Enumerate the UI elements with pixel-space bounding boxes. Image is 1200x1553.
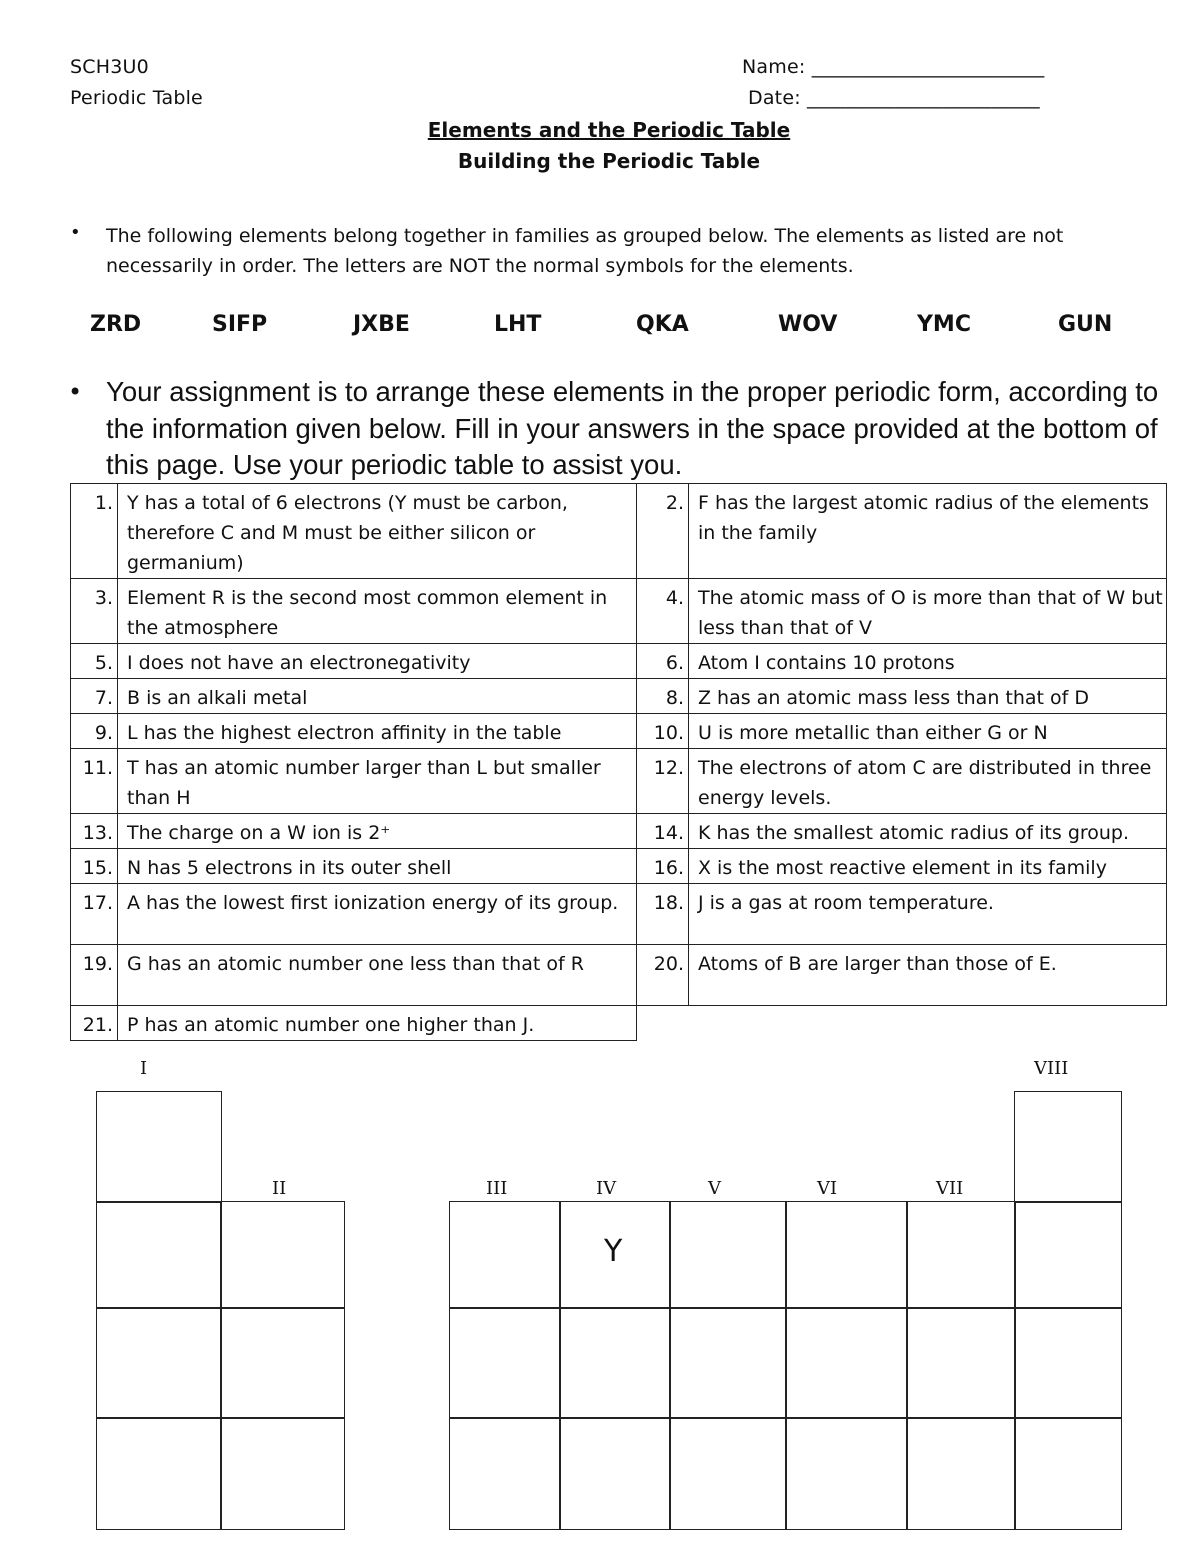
clue-number: 3.: [71, 579, 118, 644]
unit-name: Periodic Table: [70, 87, 203, 109]
clue-number: 21.: [71, 1006, 118, 1041]
table-row: [71, 884, 1167, 945]
clue-text: N has 5 electrons in its outer shell: [118, 849, 637, 884]
clue-text: A has the lowest first ionization energy of its group.: [118, 884, 637, 945]
clue-number: 11.: [71, 749, 118, 814]
blank-cell[interactable]: [559, 1417, 671, 1530]
bullet-icon: •: [68, 378, 83, 406]
blank-cell[interactable]: [906, 1307, 1016, 1419]
clue-number: 18.: [637, 884, 689, 945]
instruction-text: The following elements belong together in families as grouped below. The elements as listed are not necessarily in order. The letters are NOT the normal symbols for the elements.: [106, 225, 1064, 277]
blank-cell[interactable]: [96, 1307, 222, 1419]
clue-number: 4.: [637, 579, 689, 644]
clue-number: 2.: [637, 484, 689, 579]
blank-cell[interactable]: [906, 1417, 1016, 1530]
blank-cell[interactable]: [449, 1417, 561, 1530]
clue-text: P has an atomic number one higher than J.: [118, 1006, 637, 1041]
blank-cell[interactable]: [785, 1201, 908, 1309]
blank-cell[interactable]: [220, 1307, 345, 1419]
clue-text: Element R is the second most common element in the atmosphere: [118, 579, 637, 644]
blank-cell[interactable]: [785, 1307, 908, 1419]
clue-text: The atomic mass of O is more than that of W but less than that of V: [689, 579, 1167, 644]
group-label-iv: IV: [596, 1178, 617, 1199]
clue-text: K has the smallest atomic radius of its group.: [689, 814, 1167, 849]
clue-number: 13.: [71, 814, 118, 849]
group-label-i: I: [140, 1058, 148, 1079]
blank-cell[interactable]: [96, 1201, 222, 1309]
page-title: Elements and the Periodic Table: [427, 118, 791, 142]
clue-text: B is an alkali metal: [118, 679, 637, 714]
course-code: SCH3U0: [70, 56, 149, 78]
date-field[interactable]: Date: ________________________: [748, 87, 1040, 109]
family-label: JXBE: [353, 312, 410, 337]
family-label: ZRD: [90, 312, 142, 337]
table-row: [71, 945, 1167, 1006]
table-row: [71, 1006, 1167, 1041]
clue-text: Atom I contains 10 protons: [689, 644, 1167, 679]
clue-text: I does not have an electronegativity: [118, 644, 637, 679]
clue-text: L has the highest electron affinity in the table: [118, 714, 637, 749]
blank-cell[interactable]: [449, 1307, 561, 1419]
clue-number: 12.: [637, 749, 689, 814]
group-label-ii: II: [272, 1178, 287, 1199]
blank-cell[interactable]: [1014, 1307, 1122, 1419]
clue-number: 1.: [71, 484, 118, 579]
family-label: WOV: [778, 312, 838, 337]
clue-table: [70, 483, 1167, 1041]
clue-number: 6.: [637, 644, 689, 679]
blank-cell[interactable]: [96, 1091, 222, 1203]
table-row: [71, 579, 1167, 644]
blank-cell[interactable]: [1014, 1417, 1122, 1530]
table-row: [71, 679, 1167, 714]
clue-number: 8.: [637, 679, 689, 714]
clue-text: The charge on a W ion is 2⁺: [118, 814, 637, 849]
name-field[interactable]: Name: ________________________: [742, 56, 1045, 78]
clue-number: 15.: [71, 849, 118, 884]
clue-text: T has an atomic number larger than L but smaller than H: [118, 749, 637, 814]
clue-text: Atoms of B are larger than those of E.: [689, 945, 1167, 1006]
clue-number: 5.: [71, 644, 118, 679]
bullet-icon: •: [70, 222, 81, 243]
clue-number: 16.: [637, 849, 689, 884]
clue-text: J is a gas at room temperature.: [689, 884, 1167, 945]
clue-number: 9.: [71, 714, 118, 749]
clue-number: 7.: [71, 679, 118, 714]
table-row: [71, 644, 1167, 679]
clue-text: F has the largest atomic radius of the elements in the family: [689, 484, 1167, 579]
family-label: YMC: [917, 312, 971, 337]
clue-text: U is more metallic than either G or N: [689, 714, 1167, 749]
page-subtitle: Building the Periodic Table: [457, 149, 761, 173]
blank-cell[interactable]: [559, 1307, 671, 1419]
blank-cell[interactable]: [669, 1307, 787, 1419]
blank-cell[interactable]: [220, 1417, 345, 1530]
family-label: QKA: [636, 312, 689, 337]
group-label-v: V: [708, 1178, 721, 1199]
table-row: [71, 749, 1167, 814]
assignment-text: Your assignment is to arrange these elements in the proper periodic form, according to the information given below. Fill in your answers in the space provided at the bottom of this page. Use your periodic table to assist you.: [106, 376, 1159, 480]
clue-number: 20.: [637, 945, 689, 1006]
blank-cell[interactable]: [669, 1201, 787, 1309]
blank-cell[interactable]: [1014, 1201, 1122, 1309]
blank-cell[interactable]: [449, 1201, 561, 1309]
family-label: GUN: [1058, 312, 1113, 337]
clue-text: The electrons of atom C are distributed in three energy levels.: [689, 749, 1167, 814]
table-row: [71, 849, 1167, 884]
clue-number: 14.: [637, 814, 689, 849]
group-label-iii: III: [486, 1178, 508, 1199]
given-element-y: Y: [604, 1234, 623, 1269]
clue-number: 19.: [71, 945, 118, 1006]
blank-cell[interactable]: [906, 1201, 1016, 1309]
family-label: SIFP: [212, 312, 268, 337]
group-label-vi: VI: [817, 1178, 838, 1199]
table-row: [71, 814, 1167, 849]
blank-cell[interactable]: [96, 1417, 222, 1530]
table-row: [71, 714, 1167, 749]
blank-cell[interactable]: [1014, 1091, 1122, 1203]
blank-cell[interactable]: [220, 1201, 345, 1309]
clue-text: Y has a total of 6 electrons (Y must be carbon, therefore C and M must be either silicon or germanium): [118, 484, 637, 579]
blank-cell[interactable]: [669, 1417, 787, 1530]
clue-text: Z has an atomic mass less than that of D: [689, 679, 1167, 714]
group-label-viii: VIII: [1034, 1058, 1069, 1079]
family-label: LHT: [494, 312, 542, 337]
clue-text: G has an atomic number one less than that of R: [118, 945, 637, 1006]
group-label-vii: VII: [936, 1178, 964, 1199]
clue-number: 17.: [71, 884, 118, 945]
clue-text: X is the most reactive element in its family: [689, 849, 1167, 884]
blank-cell[interactable]: [785, 1417, 908, 1530]
clue-number: 10.: [637, 714, 689, 749]
table-row: [71, 484, 1167, 579]
